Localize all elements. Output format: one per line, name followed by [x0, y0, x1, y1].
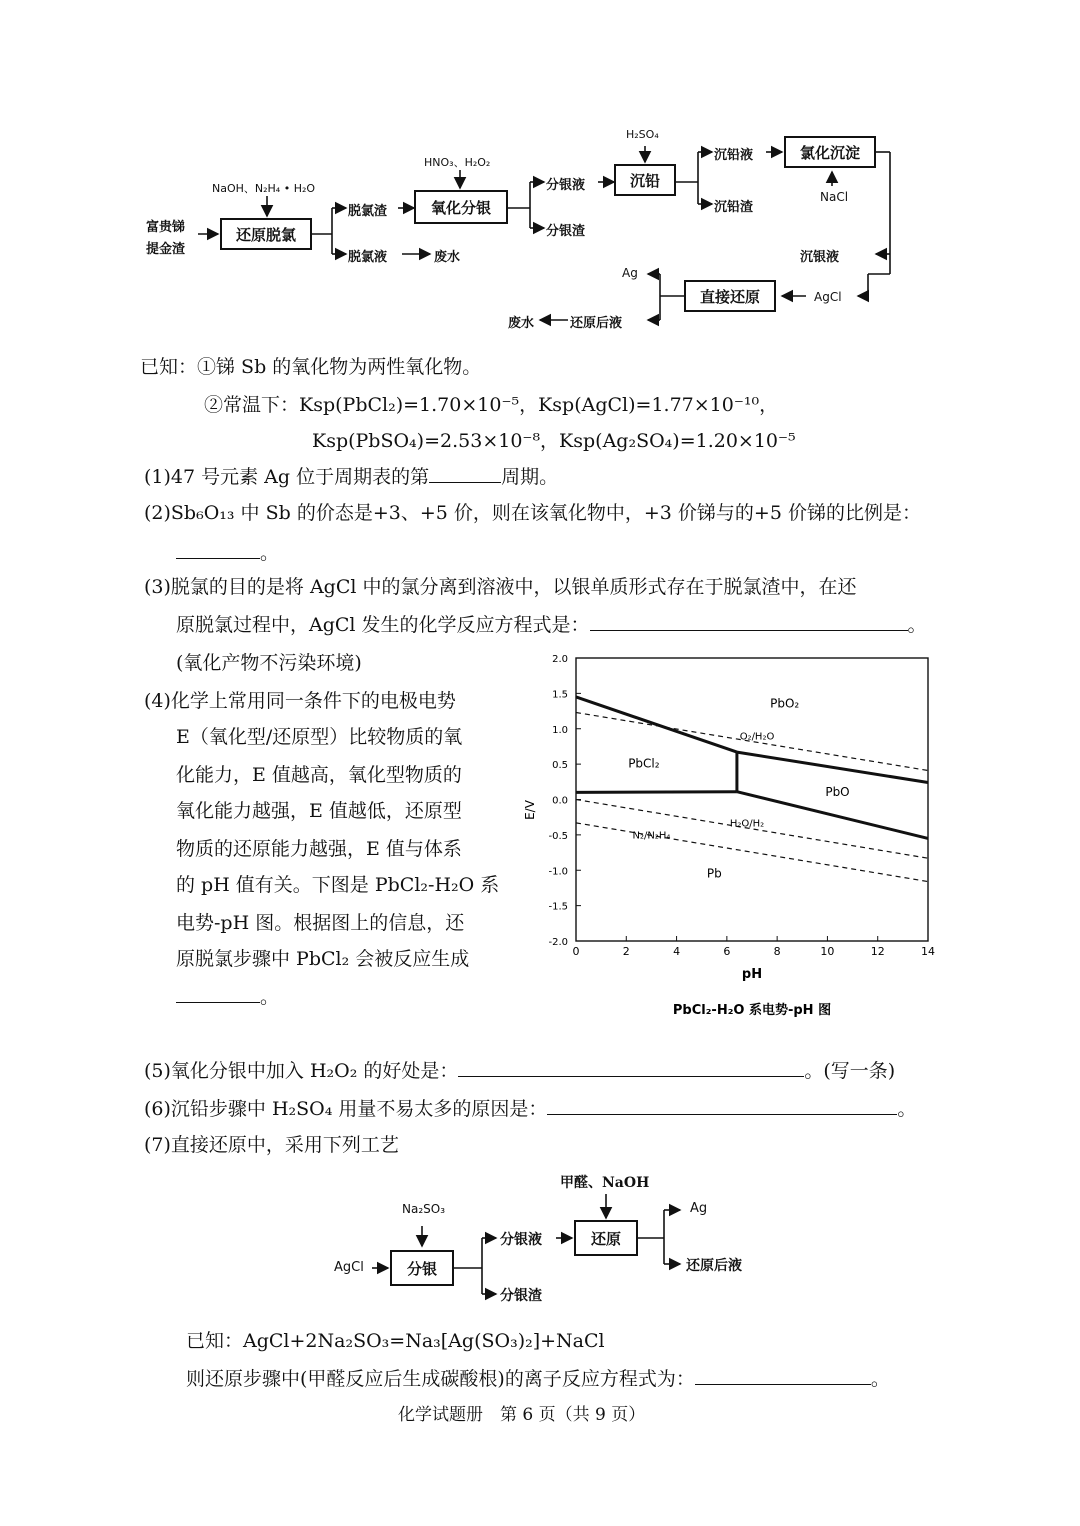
- q2-answer-blank[interactable]: [176, 540, 260, 559]
- question-4-line-6: 的 pH 值有关。下图是 PbCl₂-H₂O 系: [176, 874, 500, 896]
- chart-ytick-label: 0.0: [552, 795, 568, 807]
- q5-answer-blank[interactable]: [458, 1058, 804, 1077]
- label-silver-residue: 分银渣: [546, 224, 586, 239]
- chart-ytick-label: 0.5: [552, 760, 568, 772]
- flow-1-connectors: [0, 0, 1080, 340]
- chart-ytick-label: -0.5: [548, 830, 568, 842]
- start-label-1: 富贵锑: [146, 220, 186, 235]
- chart-region-label: PbCl₂: [628, 756, 660, 771]
- q6-text: (6)沉铅步骤中 H₂SO₄ 用量不易太多的原因是：: [144, 1098, 548, 1120]
- ksp-line-1: Ksp(PbCl₂)=1.70×10⁻⁵，Ksp(AgCl)=1.77×10⁻¹⁰，: [299, 394, 779, 416]
- start-label-2: 提金渣: [146, 242, 186, 257]
- question-6: [144, 1094, 916, 1121]
- chart-line-label: H₂O/H₂: [729, 818, 765, 830]
- flow2-reagent-na2so3: Na₂SO₃: [402, 1202, 446, 1216]
- potential-ph-chart: [520, 648, 950, 1018]
- page-footer: 化学试题册 第 6 页（共 9 页）: [398, 1405, 646, 1425]
- box-reduction-dechlorination: 还原脱氯: [220, 218, 312, 250]
- flow2-label-silver-liquid: 分银液: [500, 1232, 542, 1248]
- question-4-line-5: 物质的还原能力越强，E 值与体系: [176, 838, 462, 860]
- label-after-reduction-liquid: 还原后液: [570, 316, 623, 331]
- question-3-note: (氧化产物不污染环境): [176, 652, 362, 674]
- chart-ytick-label: 1.0: [552, 724, 568, 736]
- q3-text: 原脱氯过程中，AgCl 发生的化学反应方程式是：: [176, 614, 590, 636]
- label-waste-water-2: 废水: [508, 316, 535, 331]
- chart-ytick-label: -2.0: [548, 937, 568, 948]
- question-4-line-4: 氧化能力越强，E 值越低，还原型: [176, 800, 462, 822]
- flow2-label-silver-residue: 分银渣: [500, 1288, 542, 1304]
- reagent-hno3-h2o2: HNO₃、H₂O₂: [424, 156, 491, 169]
- known-prefix: 已知：: [140, 356, 198, 378]
- question-4-line-1: (4)化学上常用同一条件下的电极电势: [144, 690, 456, 712]
- flow2-box-silver-separation: 分银: [390, 1250, 454, 1286]
- flow2-label-after-reduction-liquid: 还原后液: [686, 1258, 742, 1274]
- question-4-line-7: 电势-pH 图。根据图上的信息，还: [176, 912, 465, 934]
- chart-plot-frame: [576, 658, 928, 941]
- chart-line-label: O₂/H₂O: [739, 731, 775, 743]
- question-2: (2)Sb₆O₁₃ 中 Sb 的价态是+3、+5 价，则在该氧化物中，+3 价锑与的+5 价锑的比例是：: [144, 502, 921, 524]
- label-silver-precip-liquid: 沉银液: [800, 250, 840, 265]
- chart-xtick-label: 10: [820, 945, 835, 958]
- question-4-line-2: E（氧化型/还原型）比较物质的氧: [176, 726, 463, 748]
- q5-text: (5)氧化分银中加入 H₂O₂ 的好处是：: [144, 1060, 459, 1082]
- reagent-h2so4: H₂SO₄: [626, 128, 659, 141]
- chart-xtick-label: 0: [572, 945, 580, 958]
- label-ag-product: Ag: [622, 266, 638, 280]
- chart-series-line-7: [576, 823, 928, 882]
- final-answer-blank[interactable]: [695, 1366, 871, 1385]
- flow2-box-reduction: 还原: [574, 1220, 638, 1256]
- q6-answer-blank[interactable]: [547, 1096, 897, 1115]
- chart-xlabel: pH: [741, 967, 763, 982]
- label-dechlorinated-liquid: 脱氯液: [348, 250, 388, 265]
- known-line-2: [204, 390, 778, 417]
- box-direct-reduction: 直接还原: [684, 280, 776, 312]
- q2-suffix: 。: [260, 542, 280, 564]
- chart-ytick-label: -1.0: [548, 866, 568, 878]
- chart-series-line-0: [576, 697, 737, 752]
- chart-xtick-label: 8: [773, 945, 781, 958]
- q1-suffix: 周期。: [501, 466, 559, 488]
- label-lead-precip-residue: 沉铅渣: [714, 200, 754, 215]
- question-4-line-8: 原脱氯步骤中 PbCl₂ 会被反应生成: [176, 948, 470, 970]
- final-question: [186, 1364, 890, 1391]
- final-question-text: 则还原步骤中(甲醛反应后生成碳酸根)的离子反应方程式为：: [186, 1368, 695, 1390]
- q5-suffix: 。(写一条): [804, 1060, 896, 1082]
- box-oxidation-silver-separation: 氧化分银: [414, 190, 508, 224]
- ksp-line-2: Ksp(PbSO₄)=2.53×10⁻⁸，Ksp(Ag₂SO₄)=1.20×10⁻⁵: [312, 430, 796, 452]
- box-lead-precipitation: 沉铅: [614, 164, 676, 196]
- chart-xtick-label: 4: [673, 945, 681, 958]
- q1-text: (1)47 号元素 Ag 位于周期表的第: [144, 466, 430, 488]
- chart-xtick-label: 14: [921, 945, 935, 958]
- q6-suffix: 。: [897, 1098, 917, 1120]
- label-agcl: AgCl: [814, 290, 842, 304]
- flow2-label-ag: Ag: [690, 1201, 708, 1216]
- question-4-line-3: 化能力，E 值越高，氧化型物质的: [176, 764, 462, 786]
- question-3-line-2: [176, 610, 927, 637]
- label-silver-liquid: 分银液: [546, 178, 586, 193]
- known-item-2-prefix: ②常温下：: [204, 394, 300, 416]
- chart-ytick-label: -1.5: [548, 901, 568, 913]
- known-item-1: ①锑 Sb 的氧化物为两性氧化物。: [197, 356, 482, 378]
- q1-answer-blank[interactable]: [429, 464, 501, 483]
- q4-suffix: 。: [260, 986, 280, 1008]
- chart-ytick-label: 2.0: [552, 654, 568, 665]
- question-5: [144, 1056, 895, 1083]
- final-known-equation: 已知：AgCl+2Na₂SO₃=Na₃[Ag(SO₃)₂]+NaCl: [186, 1330, 605, 1352]
- question-1: [144, 462, 558, 489]
- chart-xtick-label: 6: [723, 945, 731, 958]
- q3-answer-blank[interactable]: [590, 612, 908, 631]
- question-4-answer-line: [176, 982, 279, 1009]
- question-7: (7)直接还原中，采用下列工艺: [144, 1134, 399, 1156]
- q4-answer-blank[interactable]: [176, 984, 260, 1003]
- chart-series-line-1: [737, 752, 928, 782]
- chart-region-label: PbO: [825, 784, 850, 799]
- chart-ylabel: E/V: [523, 800, 537, 820]
- reagent-naoh-n2h4: NaOH、N₂H₄ • H₂O: [212, 182, 316, 195]
- chart-xtick-label: 12: [870, 945, 885, 958]
- flow2-input-agcl: AgCl: [334, 1260, 364, 1275]
- q3-suffix: 。: [907, 614, 927, 636]
- flow2-reagent-formaldehyde-naoh: 甲醛、NaOH: [560, 1175, 650, 1191]
- label-lead-precip-liquid: 沉铅液: [714, 148, 754, 163]
- question-2-answer-line: [176, 538, 279, 565]
- chart-region-label: PbO₂: [770, 696, 800, 711]
- final-question-suffix: 。: [870, 1368, 890, 1390]
- label-dechlorinated-residue: 脱氯渣: [348, 204, 388, 219]
- chart-xtick-label: 2: [622, 945, 630, 958]
- known-line-1: [140, 352, 481, 379]
- label-waste-water-1: 废水: [434, 250, 461, 265]
- chart-title: PbCl₂-H₂O 系电势-pH 图: [672, 1003, 832, 1018]
- chart-series-line-3: [576, 792, 737, 793]
- question-3-line-1: (3)脱氯的目的是将 AgCl 中的氯分离到溶液中，以银单质形式存在于脱氯渣中，在还: [144, 576, 857, 598]
- chart-ytick-label: 1.5: [552, 689, 568, 701]
- chart-region-label: Pb: [706, 866, 722, 881]
- chart-line-label: N₂/N₂H₄: [632, 830, 671, 842]
- reagent-nacl: NaCl: [820, 190, 849, 204]
- box-chloride-precipitation: 氯化沉淀: [784, 136, 876, 168]
